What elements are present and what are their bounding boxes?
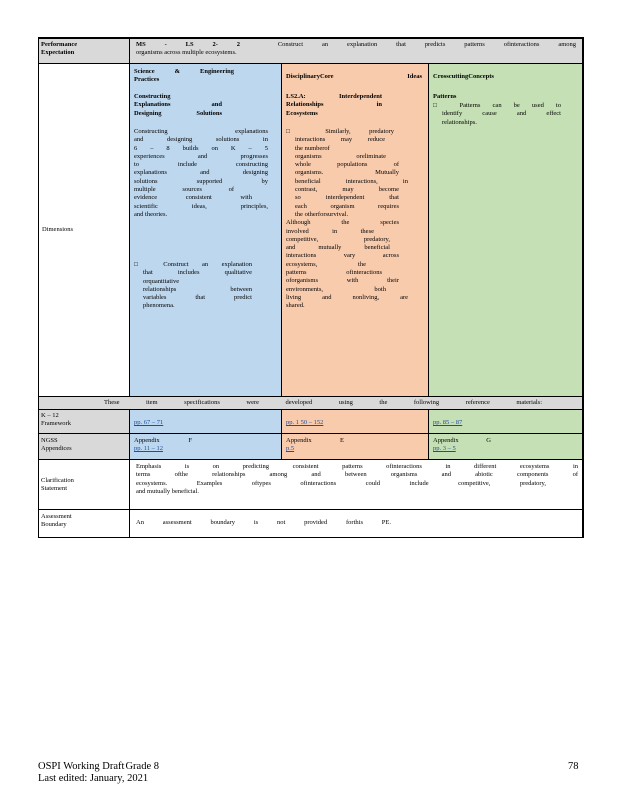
dci-body-line: the numberof <box>295 144 330 152</box>
sep-bullet-text: Construct an explanation <box>149 261 252 268</box>
framework-dci-cell <box>282 410 429 434</box>
clarification-line: Emphasis is on predicting consistent patterns ofinteractions in different ecosystems in <box>136 463 578 470</box>
row-divider <box>38 409 583 410</box>
pe-label-cell <box>38 38 130 64</box>
table-border-bottom <box>38 537 583 538</box>
sep-bullet <box>134 261 252 311</box>
assessment-text: An assessment boundary is not provided forthis PE. <box>136 519 391 526</box>
pe-label-line1: Performance <box>41 41 78 48</box>
row-divider <box>38 63 583 64</box>
table-border-right <box>582 37 584 538</box>
footer-grade: Grade 8 <box>125 761 159 772</box>
pe-text-cell <box>130 38 582 64</box>
sep-body-line: multiple sources of <box>134 186 234 194</box>
dci-body-line: oforganisms with their <box>286 277 399 285</box>
appendix-ccc-link[interactable]: pp. 3 – 5 <box>433 445 456 453</box>
dci-header-left: DisciplinaryCore <box>286 73 334 80</box>
dci-body-line: organisms. Mutually <box>295 169 399 177</box>
clarification-label-line2: Statement <box>41 485 67 492</box>
dci-body-line: patterns ofinteractions <box>286 269 382 277</box>
sep-body-line: explanations and designing <box>134 169 268 177</box>
pe-code: MS - LS 2- 2 <box>136 41 241 48</box>
pe-label-line2: Expectation <box>41 49 75 57</box>
assessment-label-line1: Assessment <box>41 513 72 520</box>
sep-body <box>134 128 268 219</box>
sep-body-line: and designing solutions in <box>134 136 268 144</box>
table-border-top <box>38 37 583 39</box>
framework-dci-link[interactable]: pp. 1 50 – 152 <box>286 419 324 426</box>
ccc-body-line: identify cause and effect <box>442 110 561 118</box>
sep-body-line: evidence consistent with <box>134 194 252 202</box>
appendices-dci-cell <box>282 434 429 460</box>
dci-title <box>286 93 382 118</box>
col-divider <box>428 63 429 397</box>
dci-title-line2: Relationships in <box>286 101 382 109</box>
dci-body-line: ecosystems, the <box>286 260 366 268</box>
sep-bullet-line: orquantitative <box>143 277 180 285</box>
framework-sep-cell <box>130 410 282 434</box>
sep-bullet-line: that includes qualitative <box>143 269 252 277</box>
appendix-dci-link[interactable]: p.5 <box>286 445 295 453</box>
clarification-line: ecosystems. Examples oftypes ofinteractions could include competitive, predatory, <box>136 479 546 487</box>
dci-body-line: whole populations of <box>295 161 399 169</box>
row-divider <box>38 433 583 434</box>
clarification-line: and mutually beneficial. <box>136 487 199 495</box>
appendix-dci-title: Appendix E <box>286 437 344 444</box>
pe-text-line2: organisms across multiple ecosystems. <box>136 49 237 57</box>
footer-last-edited: Last edited: January, 2021 <box>38 773 149 784</box>
table-border-left <box>38 37 39 538</box>
sep-header-line2: Practices <box>134 76 160 84</box>
appendices-label-cell <box>38 434 130 460</box>
ccc-body-line: relationships. <box>442 118 477 126</box>
appendix-sep-title: Appendix F <box>134 437 192 444</box>
sep-body-line: and theories. <box>134 210 168 218</box>
sep-body-line: Constructing explanations <box>134 128 268 135</box>
appendices-ccc-cell <box>429 434 582 460</box>
dci-body-line: organisms oreliminate <box>295 152 386 160</box>
pe-text-line1 <box>136 41 576 49</box>
appendices-sep-cell <box>130 434 282 460</box>
dimensions-label-cell <box>38 64 130 397</box>
col-divider <box>281 63 282 397</box>
sep-body-line: solutions supported by <box>134 177 268 185</box>
ccc-body-text: Patterns can be used to <box>447 102 561 109</box>
sep-body-line: scientific ideas, principles, <box>134 202 268 210</box>
appendices-label-line1: NGSS <box>41 437 58 444</box>
sep-title <box>134 93 222 118</box>
row-divider <box>38 396 583 397</box>
dci-body <box>286 128 408 311</box>
dci-body-line: each organism requires <box>295 202 399 210</box>
ccc-column <box>429 64 582 397</box>
footer-line1 <box>38 761 159 773</box>
row-divider <box>38 459 583 460</box>
ccc-title: Patterns <box>433 93 457 100</box>
col-divider <box>129 409 130 538</box>
appendices-label-line2: Appendices <box>41 445 72 453</box>
dci-title-line1: LS2.A: Interdependent <box>286 93 382 100</box>
bullet-box-icon: □ <box>433 102 448 109</box>
framework-label-cell <box>38 410 130 434</box>
dci-body-line: interactions may reduce <box>295 136 385 144</box>
dci-body-line: the otherforsurvival. <box>295 210 349 218</box>
dci-body-line: interactions vary across <box>286 252 399 260</box>
row-divider <box>38 509 583 510</box>
dci-body-line: involved in these <box>286 227 374 235</box>
col-divider <box>281 409 282 460</box>
appendix-ccc-title: Appendix G <box>433 437 491 444</box>
assessment-label-cell <box>38 510 130 537</box>
framework-sep-link[interactable]: pp. 67 – 71 <box>134 419 164 426</box>
appendix-sep-link[interactable]: pp. 11 – 12 <box>134 445 164 453</box>
sep-body-line: 6 – 8 builds on K – 5 <box>134 144 268 152</box>
sep-column <box>130 64 282 397</box>
footer-left <box>38 761 159 785</box>
dci-body-line: living and nonliving, are <box>286 293 408 301</box>
dci-body-line: so interdependent that <box>295 194 399 202</box>
sep-bullet-line: variables that predict <box>143 294 252 302</box>
dci-body-line <box>286 128 394 136</box>
assessment-label-line2: Boundary <box>41 521 67 529</box>
framework-ccc-link[interactable]: pp. 85 – 87 <box>433 419 463 426</box>
ccc-body-line <box>433 102 561 110</box>
sep-bullet-line: relationships between <box>143 285 252 293</box>
col-divider <box>129 37 130 397</box>
dci-body-line: and mutually beneficial <box>286 244 390 252</box>
bullet-box-icon: □ <box>134 261 150 268</box>
sep-title-line1: Constructing <box>134 93 171 100</box>
dci-body-line: environments, both <box>286 285 386 293</box>
col-divider <box>428 409 429 460</box>
sep-title-line3: Designing Solutions <box>134 109 222 117</box>
clarification-line: terms ofthe relationships among and between organisms and abiotic components of <box>136 471 578 479</box>
sep-body-line: experiences and progresses <box>134 152 268 160</box>
framework-label-line2: Framework <box>41 420 71 428</box>
dci-header-right: Ideas <box>407 73 422 80</box>
dci-body-line: competitive, predatory, <box>286 235 390 243</box>
clarification-text-cell <box>130 460 582 510</box>
dci-body-line: shared. <box>286 302 305 310</box>
footer-draft-label: OSPI Working Draft <box>38 761 125 772</box>
sep-body-line: to include constructing <box>134 161 268 169</box>
dci-body-line: beneficial interactions, in <box>295 177 408 185</box>
clarification-label-line1: Clarification <box>41 476 74 484</box>
clarification-label-cell <box>38 460 130 510</box>
ccc-body <box>433 102 561 127</box>
sep-bullet-line <box>134 261 252 269</box>
framework-label-line1: K – 12 <box>41 412 59 419</box>
framework-ccc-cell <box>429 410 582 434</box>
pe-text: Construct an explanation that predicts patterns ofinteractions among <box>277 41 577 48</box>
dci-column <box>282 64 429 397</box>
dci-body-line: contrast, may become <box>295 186 399 194</box>
sep-header <box>134 68 234 85</box>
sep-title-line2: Explanations and <box>134 101 222 109</box>
sep-bullet-line: phenomena. <box>143 302 175 310</box>
dci-body-text: Similarly, predatory <box>306 128 394 135</box>
sep-header-line1: Science & Engineering <box>134 68 234 75</box>
ccc-header: CrosscuttingConcepts <box>433 73 494 80</box>
dci-header <box>286 73 422 81</box>
dimensions-label: Dimensions <box>42 226 74 234</box>
assessment-text-cell <box>130 510 582 537</box>
reference-note-text: These item specifications were developed using the following reference materials: <box>104 399 542 406</box>
dci-body-line: Although the species <box>286 219 399 227</box>
bullet-box-icon: □ <box>286 128 307 135</box>
footer-page-number: 78 <box>568 761 579 772</box>
dci-title-line3: Ecosystems <box>286 109 318 117</box>
